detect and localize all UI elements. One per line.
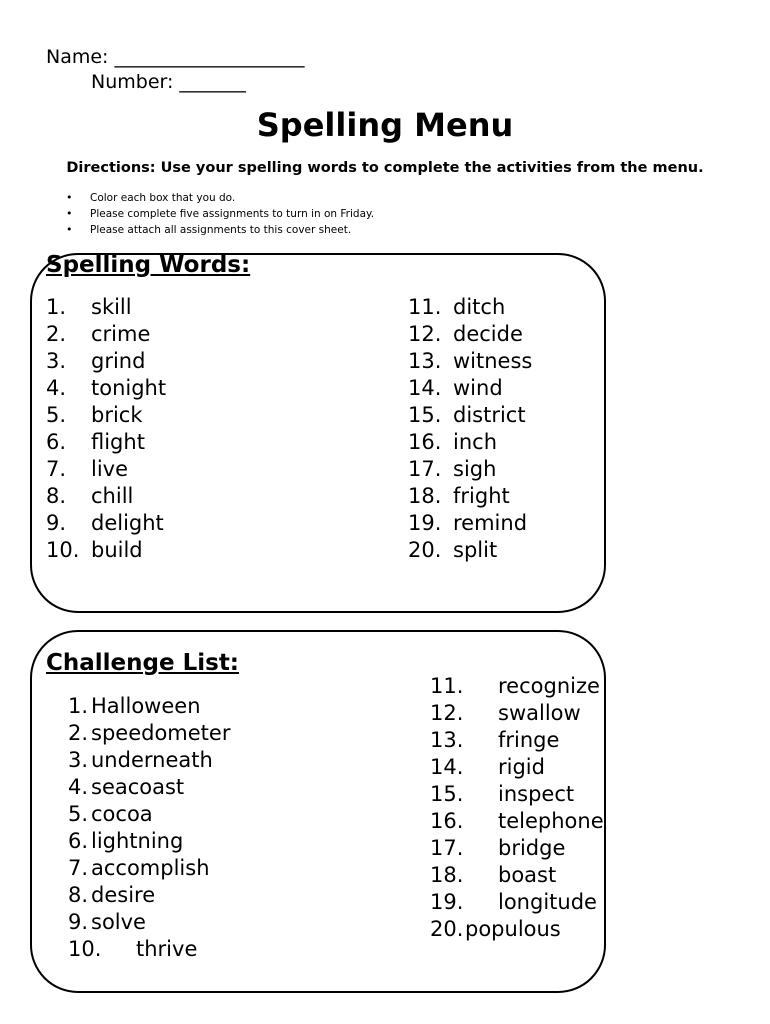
instruction-item <box>66 222 374 238</box>
number-field-label: Number: _______ <box>91 71 246 93</box>
item-word: delight <box>91 511 164 535</box>
item-word: Halloween <box>91 694 201 718</box>
item-number: 20. <box>408 538 442 562</box>
instruction-text: Color each box that you do. <box>90 192 236 204</box>
page-title: Spelling Menu <box>256 106 514 144</box>
item-number: 6. <box>68 829 89 853</box>
item-word: rigid <box>498 755 545 779</box>
item-number: 9. <box>68 910 89 934</box>
instruction-text: Please complete five assignments to turn in on Friday. <box>90 208 375 220</box>
item-number: 2. <box>68 721 89 745</box>
item-number: 15. <box>430 782 464 806</box>
list-item <box>46 510 376 537</box>
list-item <box>408 456 598 483</box>
item-number: 9. <box>46 511 67 535</box>
item-number: 18. <box>430 863 464 887</box>
list-item <box>68 855 368 882</box>
item-number: 5. <box>46 403 67 427</box>
item-word: brick <box>91 403 143 427</box>
list-item <box>408 321 598 348</box>
item-number: 8. <box>46 484 67 508</box>
list-item <box>68 720 368 747</box>
list-item <box>408 294 598 321</box>
item-number: 19. <box>408 511 442 535</box>
item-word: witness <box>453 349 533 373</box>
list-item <box>46 375 376 402</box>
item-word: inch <box>453 430 497 454</box>
item-number: 18. <box>408 484 442 508</box>
challenge-list-right <box>430 673 720 943</box>
item-word: fright <box>453 484 510 508</box>
spelling-list-left <box>46 294 376 564</box>
list-item <box>430 862 720 889</box>
challenge-list-heading: Challenge List: <box>46 650 240 676</box>
list-item <box>46 402 376 429</box>
list-item <box>46 429 376 456</box>
item-word: seacoast <box>91 775 185 799</box>
item-number: 19. <box>430 890 464 914</box>
item-number: 20. <box>430 917 464 941</box>
item-number: 4. <box>68 775 89 799</box>
list-item <box>46 483 376 510</box>
directions-text: Directions: Use your spelling words to complete the activities from the menu. <box>66 160 704 176</box>
item-word: fringe <box>498 728 560 752</box>
item-number: 8. <box>68 883 89 907</box>
item-number: 16. <box>430 809 464 833</box>
item-word: accomplish <box>91 856 210 880</box>
instructions-list <box>66 190 374 238</box>
list-item <box>408 429 598 456</box>
item-number: 1. <box>46 295 67 319</box>
instruction-text: Please attach all assignments to this cover sheet. <box>90 224 352 236</box>
instruction-item <box>66 206 374 222</box>
item-number: 13. <box>408 349 442 373</box>
list-item <box>68 909 368 936</box>
list-item <box>430 754 720 781</box>
list-item <box>68 828 368 855</box>
item-word: tonight <box>91 376 167 400</box>
item-number: 17. <box>408 457 442 481</box>
item-word: split <box>453 538 498 562</box>
list-item <box>408 375 598 402</box>
list-item <box>46 537 376 564</box>
item-word: recognize <box>498 674 600 698</box>
item-word: telephone <box>498 809 604 833</box>
item-word: flight <box>91 430 145 454</box>
item-word: crime <box>91 322 151 346</box>
list-item <box>68 774 368 801</box>
instruction-item <box>66 190 374 206</box>
name-field-label: Name: ____________________ <box>46 46 305 68</box>
list-item <box>68 882 368 909</box>
item-number: 12. <box>408 322 442 346</box>
item-word: speedometer <box>91 721 231 745</box>
list-item <box>430 727 720 754</box>
item-number: 6. <box>46 430 67 454</box>
list-item <box>430 700 720 727</box>
item-number: 10. <box>68 937 102 961</box>
item-word: live <box>91 457 129 481</box>
item-word: remind <box>453 511 528 535</box>
item-number: 5. <box>68 802 89 826</box>
item-number: 15. <box>408 403 442 427</box>
item-number: 13. <box>430 728 464 752</box>
item-number: 17. <box>430 836 464 860</box>
list-item <box>430 808 720 835</box>
list-item <box>430 889 720 916</box>
item-number: 10. <box>46 538 80 562</box>
item-word: solve <box>91 910 146 934</box>
list-item <box>68 936 368 963</box>
item-word: underneath <box>91 748 213 772</box>
list-item <box>408 510 598 537</box>
list-item <box>408 402 598 429</box>
list-item <box>46 348 376 375</box>
item-word: skill <box>91 295 132 319</box>
item-word: cocoa <box>91 802 153 826</box>
item-number: 12. <box>430 701 464 725</box>
spelling-list-right <box>408 294 598 564</box>
list-item <box>46 321 376 348</box>
item-word: longitude <box>498 890 597 914</box>
item-word: inspect <box>498 782 575 806</box>
item-word: boast <box>498 863 557 887</box>
item-word: bridge <box>498 836 566 860</box>
item-number: 1. <box>68 694 89 718</box>
bullet-icon: • <box>66 191 73 204</box>
item-word: chill <box>91 484 134 508</box>
list-item <box>68 801 368 828</box>
item-word: district <box>453 403 526 427</box>
item-word: build <box>91 538 143 562</box>
item-word: decide <box>453 322 523 346</box>
item-word: sigh <box>453 457 497 481</box>
item-number: 14. <box>408 376 442 400</box>
item-number: 4. <box>46 376 67 400</box>
bullet-icon: • <box>66 223 73 236</box>
spelling-words-heading: Spelling Words: <box>46 252 251 278</box>
list-item <box>430 781 720 808</box>
list-item <box>46 294 376 321</box>
item-number: 14. <box>430 755 464 779</box>
item-number: 11. <box>430 674 464 698</box>
item-number: 3. <box>68 748 89 772</box>
item-word: grind <box>91 349 146 373</box>
item-number: 2. <box>46 322 67 346</box>
bullet-icon: • <box>66 207 73 220</box>
item-number: 7. <box>68 856 89 880</box>
list-item <box>430 916 720 943</box>
list-item <box>68 747 368 774</box>
list-item <box>408 483 598 510</box>
item-number: 3. <box>46 349 67 373</box>
list-item <box>430 673 720 700</box>
item-number: 11. <box>408 295 442 319</box>
item-word: swallow <box>498 701 581 725</box>
list-item <box>408 348 598 375</box>
item-word: populous <box>465 917 561 941</box>
item-word: thrive <box>136 937 198 961</box>
list-item <box>46 456 376 483</box>
list-item <box>408 537 598 564</box>
list-item <box>68 693 368 720</box>
item-word: wind <box>453 376 503 400</box>
item-word: ditch <box>453 295 506 319</box>
list-item <box>430 835 720 862</box>
item-word: desire <box>91 883 156 907</box>
item-word: lightning <box>91 829 184 853</box>
item-number: 7. <box>46 457 67 481</box>
item-number: 16. <box>408 430 442 454</box>
challenge-list-left <box>68 693 368 963</box>
